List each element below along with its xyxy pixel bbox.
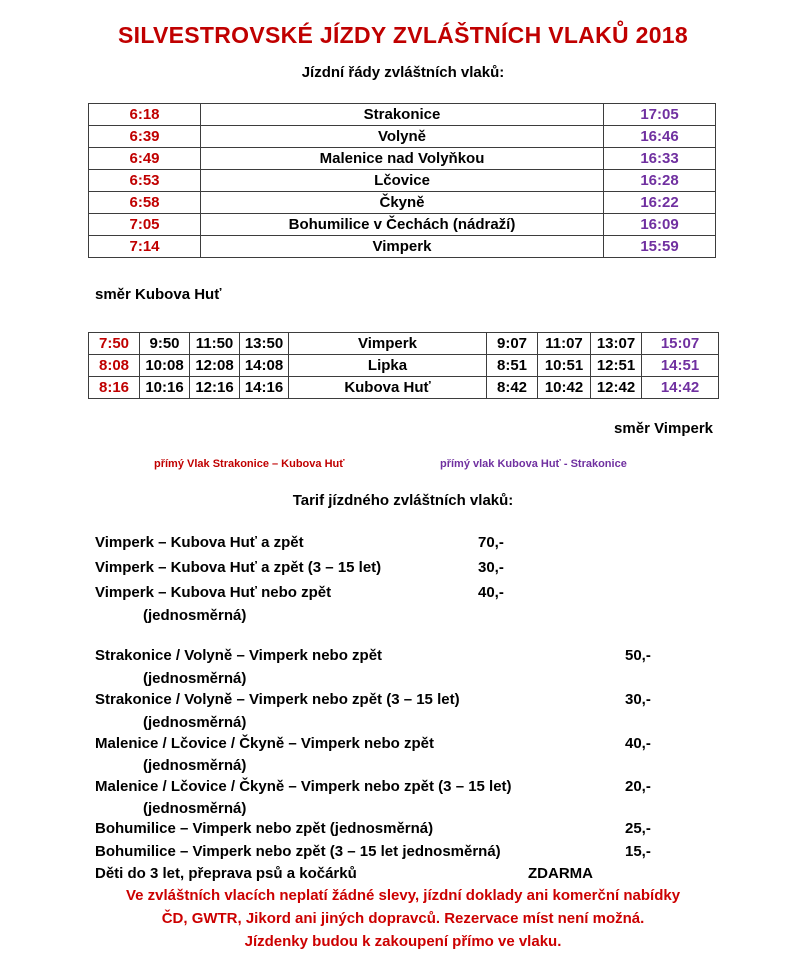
departure-time: 6:18 (89, 104, 201, 126)
table-row (89, 148, 716, 170)
table-row (89, 104, 716, 126)
return-time: 16:33 (604, 148, 716, 170)
tariff-item-price: 50,- (625, 647, 651, 664)
tariff-item-label: Strakonice / Volyně – Vimperk nebo zpět (95, 647, 383, 664)
return-time: 14:51 (642, 355, 719, 377)
table-row (89, 214, 716, 236)
tariff-item (95, 668, 735, 690)
station-name: Kubova Huť (289, 377, 487, 399)
tariff-item-price: 30,- (478, 559, 504, 576)
tariff-item (95, 645, 735, 667)
table-row (89, 333, 719, 355)
tariff-item (95, 582, 735, 604)
table-row (89, 236, 716, 258)
departure-time: 12:08 (190, 355, 240, 377)
tariff-item (95, 712, 735, 734)
return-time: 16:09 (604, 214, 716, 236)
return-time: 12:42 (591, 377, 642, 399)
departure-time: 14:08 (240, 355, 289, 377)
footer-notice (0, 884, 806, 953)
tariff-item-price: 30,- (625, 691, 651, 708)
tariff-item-note: (jednosměrná) (143, 670, 247, 687)
station-name: Čkyně (201, 192, 604, 214)
departure-time: 6:58 (89, 192, 201, 214)
station-name: Vimperk (201, 236, 604, 258)
station-name: Volyně (201, 126, 604, 148)
tariff-item-price: 25,- (625, 820, 651, 837)
departure-time: 10:16 (140, 377, 190, 399)
return-time: 16:28 (604, 170, 716, 192)
tariff-item-price: 40,- (625, 735, 651, 752)
timetable-shuttle (88, 332, 719, 399)
tariff-item-note: (jednosměrná) (143, 607, 247, 624)
tariff-item-label: Strakonice / Volyně – Vimperk nebo zpět (3 – 15 let) (95, 691, 460, 708)
direction-label-kubova-hut: směr Kubova Huť (95, 286, 222, 303)
departure-time: 14:16 (240, 377, 289, 399)
tariff-item-price: 20,- (625, 778, 651, 795)
tariff-item (95, 841, 735, 863)
tariff-item (95, 689, 735, 711)
tariff-free-note-label: Děti do 3 let, přeprava psů a kočárků (95, 865, 357, 882)
return-time: 13:07 (591, 333, 642, 355)
footer-line: Ve zvláštních vlacích neplatí žádné slevy, jízdní doklady ani komerční nabídky (125, 887, 681, 904)
departure-time: 13:50 (240, 333, 289, 355)
departure-time: 8:16 (89, 377, 140, 399)
return-time: 9:07 (487, 333, 538, 355)
return-time: 14:42 (642, 377, 719, 399)
departure-time: 6:39 (89, 126, 201, 148)
tariff-item-label: Malenice / Lčovice / Čkyně – Vimperk nebo zpět (3 – 15 let) (95, 778, 512, 795)
tariff-free-note (95, 863, 735, 885)
station-name: Malenice nad Volyňkou (201, 148, 604, 170)
tariff-item-price: 15,- (625, 843, 651, 860)
departure-time: 8:08 (89, 355, 140, 377)
tariff-item (95, 776, 735, 798)
tariff-item (95, 798, 735, 820)
tariff-item (95, 557, 735, 579)
direct-train-kubova-strakonice-label: přímý vlak Kubova Huť - Strakonice (440, 458, 627, 470)
footer-line: Jízdenky budou k zakoupení přímo ve vlaku. (244, 933, 562, 950)
station-name: Strakonice (201, 104, 604, 126)
return-time: 12:51 (591, 355, 642, 377)
tariff-item-note: (jednosměrná) (143, 714, 247, 731)
tariff-item-label: Vimperk – Kubova Huť nebo zpět (95, 584, 332, 601)
direction-label-vimperk: směr Vimperk (614, 420, 713, 437)
departure-time: 7:14 (89, 236, 201, 258)
tariff-item (95, 532, 735, 554)
tariff-item-label: Malenice / Lčovice / Čkyně – Vimperk nebo zpět (95, 735, 435, 752)
table-row (89, 126, 716, 148)
tariff-item (95, 733, 735, 755)
tariff-item (95, 755, 735, 777)
station-name: Lipka (289, 355, 487, 377)
table-row (89, 192, 716, 214)
tariff-item-label: Bohumilice – Vimperk nebo zpět (3 – 15 let jednosměrná) (95, 843, 501, 860)
tariff-item-label: Vimperk – Kubova Huť a zpět (95, 534, 304, 551)
table-row (89, 170, 716, 192)
departure-time: 10:08 (140, 355, 190, 377)
tariff-heading: Tarif jízdného zvláštních vlaků: (292, 492, 514, 509)
table-row (89, 355, 719, 377)
tariff-item-note: (jednosměrná) (143, 800, 247, 817)
tariff-item-label: Bohumilice – Vimperk nebo zpět (jednosměrná) (95, 820, 434, 837)
return-time: 11:07 (538, 333, 591, 355)
tariff-item (95, 605, 735, 627)
departure-time: 11:50 (190, 333, 240, 355)
tariff-item-price: 40,- (478, 584, 504, 601)
return-time: 8:42 (487, 377, 538, 399)
footer-line: ČD, GWTR, Jikord ani jiných dopravců. Rezervace míst není možná. (161, 910, 645, 927)
direct-train-strakonice-kubova-label: přímý Vlak Strakonice – Kubova Huť (154, 458, 345, 470)
departure-time: 7:50 (89, 333, 140, 355)
return-time: 17:05 (604, 104, 716, 126)
station-name: Lčovice (201, 170, 604, 192)
departure-time: 12:16 (190, 377, 240, 399)
return-time: 15:59 (604, 236, 716, 258)
return-time: 15:07 (642, 333, 719, 355)
table-row (89, 377, 719, 399)
tariff-item-note: (jednosměrná) (143, 757, 247, 774)
departure-time: 7:05 (89, 214, 201, 236)
return-time: 10:51 (538, 355, 591, 377)
station-name: Vimperk (289, 333, 487, 355)
station-name: Bohumilice v Čechách (nádraží) (201, 214, 604, 236)
tariff-item-label: Vimperk – Kubova Huť a zpět (3 – 15 let) (95, 559, 382, 576)
tariff-list (95, 528, 735, 888)
departure-time: 9:50 (140, 333, 190, 355)
timetables-heading: Jízdní řády zvláštních vlaků: (301, 64, 505, 81)
page-title: SILVESTROVSKÉ JÍZDY ZVLÁŠTNÍCH VLAKŮ 2018 (118, 22, 688, 48)
return-time: 16:46 (604, 126, 716, 148)
return-time: 8:51 (487, 355, 538, 377)
departure-time: 6:53 (89, 170, 201, 192)
tariff-item (95, 818, 735, 840)
return-time: 10:42 (538, 377, 591, 399)
departure-time: 6:49 (89, 148, 201, 170)
timetable-main-line (88, 103, 716, 258)
tariff-free-note-price: ZDARMA (528, 865, 593, 882)
tariff-item-price: 70,- (478, 534, 504, 551)
return-time: 16:22 (604, 192, 716, 214)
